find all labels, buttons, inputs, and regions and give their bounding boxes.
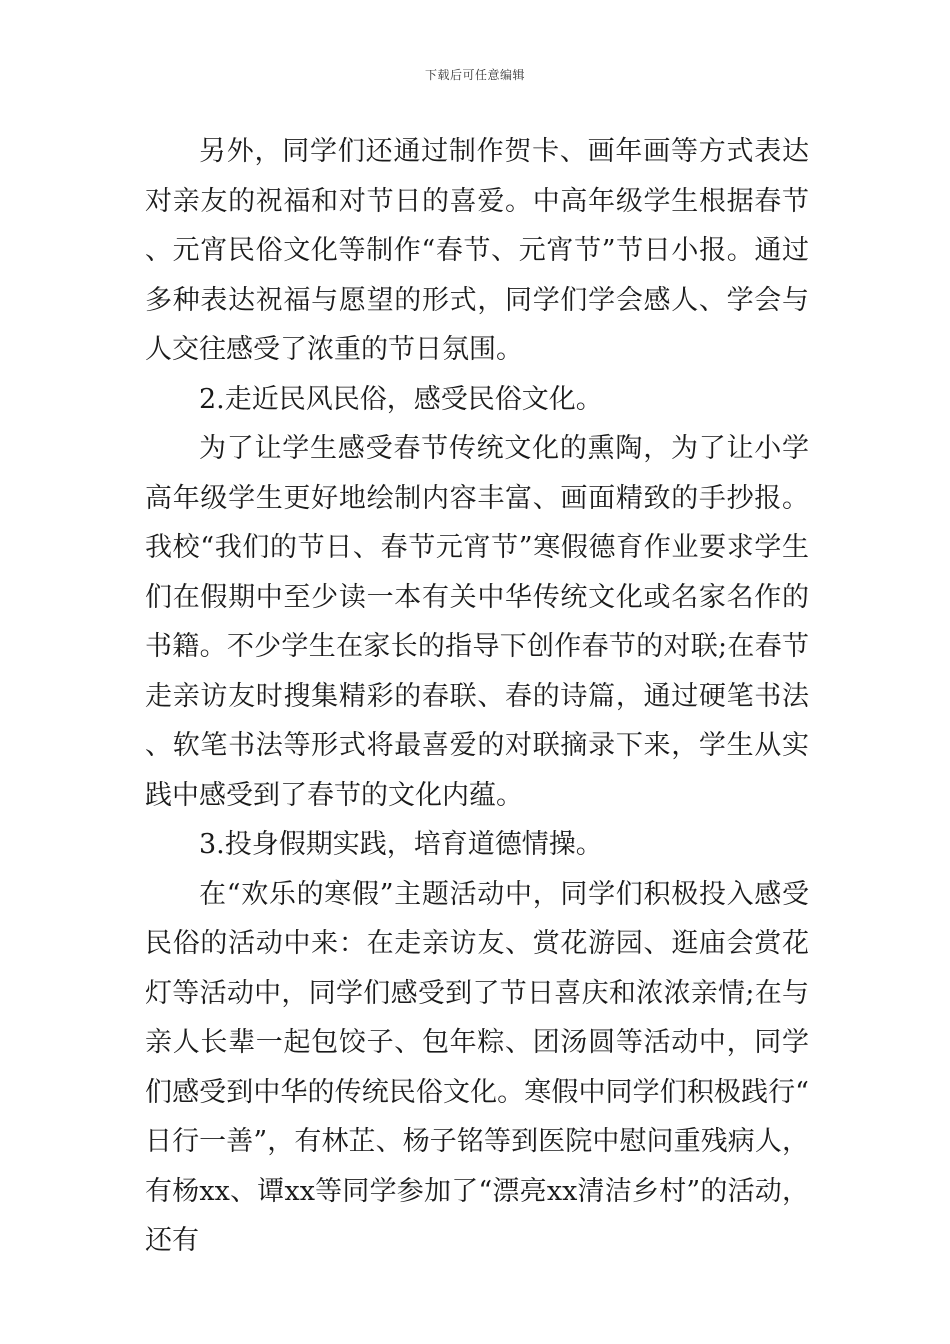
paragraph-greeting-cards: 另外，同学们还通过制作贺卡、画年画等方式表达对亲友的祝福和对节日的喜爱。中高年级学生根据春节、元宵民俗文化等制作“春节、元宵节”节日小报。通过多种表达祝福与愿望的形式，同学们学会感人、学会与人交往感受了浓重的节日氛围。	[145, 136, 809, 365]
paragraph-winter-activities: 在“欢乐的寒假”主题活动中，同学们积极投入感受民俗的活动中来：在走亲访友、赏花游园、逛庙会赏花灯等活动中，同学们感受到了节日喜庆和浓浓亲情;在与亲人长辈一起包饺子、包年粽、团汤圆等活动中，同学们感受到中华的传统民俗文化。寒假中同学们积极践行“日行一善”，有林芷、杨子铭等到医院中慰问重残病人，有杨xx、谭xx等同学参加了“漂亮xx清洁乡村”的活动，还有	[145, 878, 809, 1256]
section-heading-holiday-practice: 3.投身假期实践，培育道德情操。	[199, 829, 603, 860]
page-header-note: 下载后可任意编辑	[424, 68, 525, 82]
paragraph-traditional-culture: 为了让学生感受春节传统文化的熏陶，为了让小学高年级学生更好地绘制内容丰富、画面精致的手抄报。我校“我们的节日、春节元宵节”寒假德育作业要求学生们在假期中至少读一本有关中华传统文化或名家名作的书籍。不少学生在家长的指导下创作春节的对联;在春节走亲访友时搜集精彩的春联、春的诗篇，通过硬笔书法、软笔书法等形式将最喜爱的对联摘录下来，学生从实践中感受到了春节的文化内蕴。	[145, 433, 809, 811]
section-heading-folk-customs: 2.走近民风民俗，感受民俗文化。	[199, 383, 603, 415]
document-body	[145, 127, 809, 1266]
